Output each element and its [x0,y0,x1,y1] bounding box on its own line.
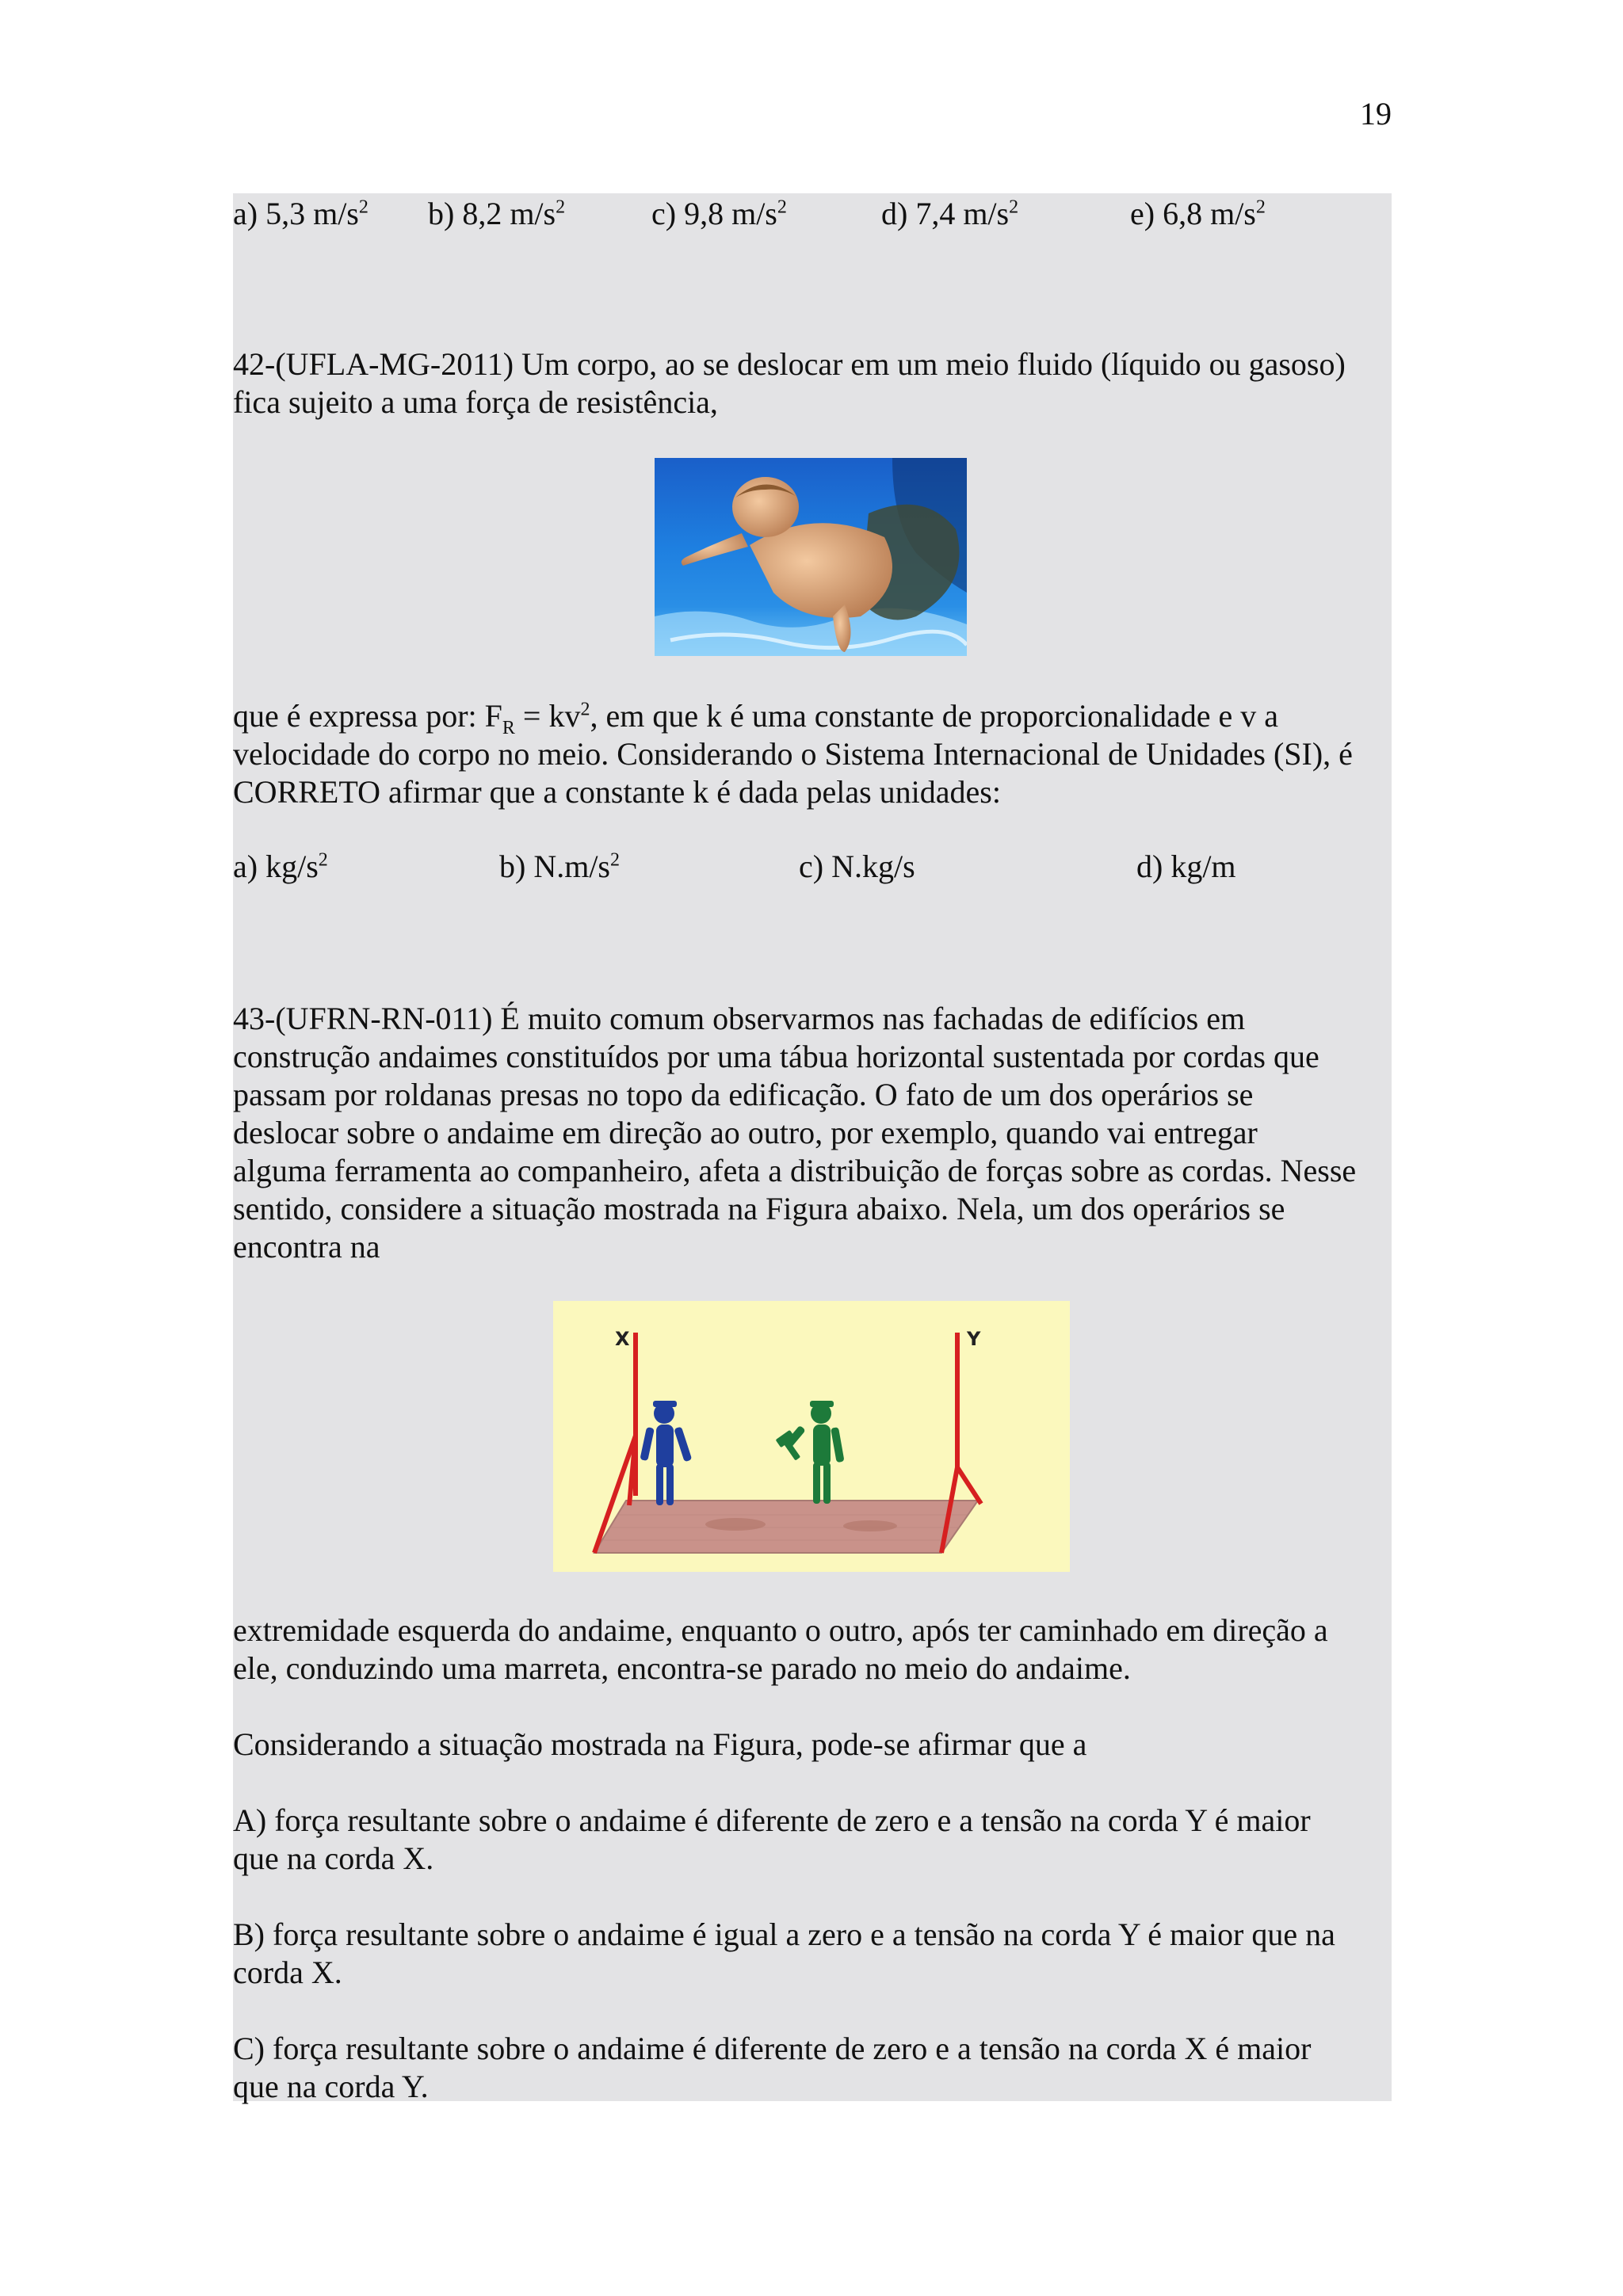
scaffold-figure [553,1301,1070,1572]
q43-intro-line-2: construção andaimes constituídos por uma tábua horizontal sustentada por cordas que [233,1039,1319,1074]
scaffold-plank [594,1501,978,1553]
q42-intro-line-2: fica sujeito a uma força de resistência, [233,384,718,420]
q43-intro-line-7: encontra na [233,1229,380,1264]
swimming-child-photo [655,458,967,656]
worker-left [640,1401,692,1505]
q43-question: Considerando a situação mostrada na Figura, pode-se afirmar que a [233,1726,1087,1762]
q42-formula-line: que é expressa por: $F_R = kv^2$, em que k é uma constante de proporcionalidade e v a [233,698,1279,738]
q43-intro-line-4: deslocar sobre o andaime em direção ao outro, por exemplo, quando vai entregar [233,1115,1258,1150]
q43-intro-line-6: sentido, considere a situação mostrada na Figura abaixo. Nela, um dos operários se [233,1191,1285,1226]
q42-option-a: a) $kg/s^2$ [233,849,328,884]
q43-alternative-c-line-2: que na corda Y. [233,2069,429,2104]
q43-alternative-a-line-1: A) força resultante sobre o andaime é diferente de zero e a tensão na corda Y é maior [233,1802,1311,1838]
scaffold-illustration [553,1301,1070,1572]
q42-option-c: c) N.kg/s [799,849,915,884]
q41-option-b: b) 8,2 $m/s^2$ [428,196,566,231]
rope-x-label: X [615,1328,630,1350]
question-block [233,193,1392,2104]
q43-intro-line-3: passam por roldanas presas no topo da edificação. O fato de um dos operários se [233,1077,1254,1112]
q43-alternative-b-line-2: corda X. [233,1955,342,1990]
q43-intro-line-1: 43-(UFRN-RN-011) É muito comum observarmos nas fachadas de edifícios em [233,1001,1246,1036]
rope-y-label: Y [967,1328,981,1350]
q43-alternative-b-line-1: B) força resultante sobre o andaime é igual a zero e a tensão na corda Y é maior que na [233,1917,1335,1952]
worker-right [776,1401,845,1504]
q42-line-3: CORRETO afirmar que a constante k é dada pelas unidades: [233,774,1001,810]
q43-after-line-2: ele, conduzindo uma marreta, encontra-se parado no meio do andaime. [233,1650,1131,1686]
q41-option-a: a) 5,3 $m/s^2$ [233,196,369,231]
page-number: 19 [1360,96,1392,132]
q43-alternative-a-line-2: que na corda X. [233,1840,434,1876]
q42-option-d: d) kg/m [1136,849,1236,884]
swimming-child-illustration [655,458,967,656]
q42-line-2: velocidade do corpo no meio. Considerando o Sistema Internacional de Unidades (SI), é [233,736,1353,772]
q41-option-d: d) 7,4 $m/s^2$ [881,196,1019,231]
q43-after-line-1: extremidade esquerda do andaime, enquanto o outro, após ter caminhado em direção a [233,1612,1328,1648]
q41-option-e: e) 6,8 $m/s^2$ [1130,196,1266,231]
q43-intro-line-5: alguma ferramenta ao companheiro, afeta a distribuição de forças sobre as cordas. Nesse [233,1153,1357,1188]
q41-option-c: c) 9,8 $m/s^2$ [651,196,787,231]
q43-alternative-c-line-1: C) força resultante sobre o andaime é diferente de zero e a tensão na corda X é maior [233,2031,1312,2066]
q42-intro-line-1: 42-(UFLA-MG-2011) Um corpo, ao se deslocar em um meio fluido (líquido ou gasoso) [233,346,1346,382]
q42-option-b: b) $N.m/s^2$ [499,849,620,884]
